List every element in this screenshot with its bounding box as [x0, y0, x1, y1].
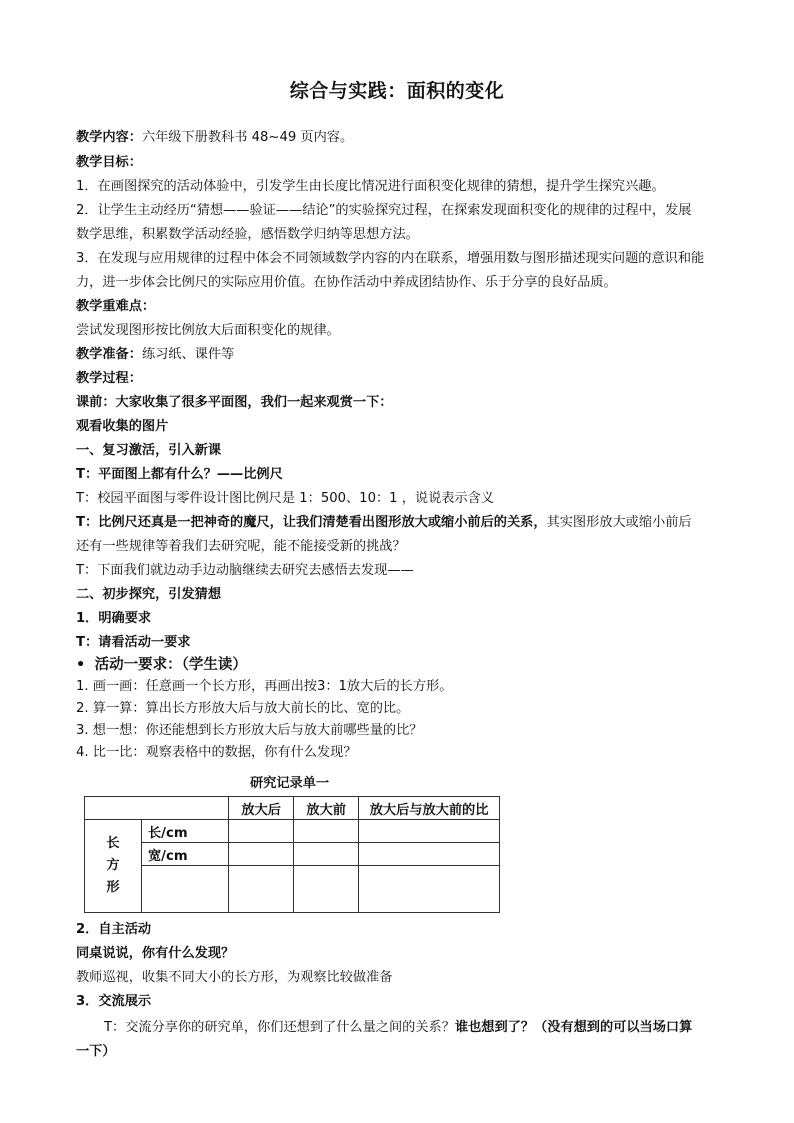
group-label-char: 长: [106, 836, 120, 851]
group-label-char: 方: [106, 858, 120, 873]
pre-class-line: 课前：大家收集了很多平面图，我们一起来观赏一下：: [76, 395, 393, 410]
goal-line: 1．在画图探究的活动体验中，引发学生由长度比情况进行面积变化规律的猜想，提升学生探究兴趣。: [76, 179, 665, 194]
activity-title-line: [76, 657, 736, 673]
goal-line: 2．让学生主动经历“猜想——验证——结论”的实验探究过程，在探索发现面积变化的规律的过程中，发展: [76, 203, 692, 218]
teacher-line-cont: 还有一些规律等着我们去研究呢，能不能接受新的挑战？: [76, 539, 406, 554]
table-group-cell: [85, 820, 142, 913]
teacher-line: T：平面图上都有什么？——比例尺: [76, 467, 283, 482]
activity-step: 4. 比一比：观察表格中的数据，你有什么发现？: [76, 745, 357, 760]
section-heading: 二、初步探究，引发猜想: [76, 587, 222, 602]
process-label: 教学过程：: [76, 371, 142, 386]
section-heading: 一、复习激活，引入新课: [76, 443, 222, 458]
teacher-line: T：请看活动一要求: [76, 635, 191, 650]
goals-label: 教学目标：: [76, 155, 142, 170]
row-label-width: 宽/cm: [142, 843, 229, 866]
table-row: [85, 843, 500, 866]
watch-line: 观看收集的图片: [76, 419, 169, 434]
sub-heading: 1．明确要求: [76, 611, 152, 626]
sub-heading: 3．交流展示: [76, 994, 152, 1009]
teacher-line: T：下面我们就边动手边动脑继续去研究去感悟去发现——: [76, 563, 414, 578]
teacher-line-normal: T：交流分享你的研究单，你们还想到了什么量之间的关系？: [104, 1020, 455, 1035]
table-cell: [359, 820, 500, 843]
activity-title: 活动一要求：（学生读）: [94, 657, 247, 673]
table-cell: [294, 866, 359, 913]
row-label-empty: [142, 866, 229, 913]
table-header-row: [85, 797, 500, 820]
goal-line: 力，进一步体会比例尺的实际应用价值。在协作活动中养成团结协作、乐于分享的良好品质。: [76, 275, 617, 290]
table-caption: 研究记录单一: [250, 776, 330, 791]
table-header-cell: 放大前: [294, 797, 359, 820]
bullet-icon: •: [76, 657, 86, 673]
table-cell: [229, 866, 294, 913]
goal-line: 3．在发现与应用规律的过程中体会不同领域数学内容的内在联系，增强用数与图形描述现实问题的意识和能: [76, 251, 705, 266]
goal-line: 数学思维，积累数学活动经验，感悟数学归纳等思想方法。: [76, 227, 419, 242]
table-cell: [229, 820, 294, 843]
table-cell: [359, 866, 500, 913]
activity-step: 1. 画一画：任意画一个长方形，再画出按3：1放大后的长方形。: [76, 679, 453, 694]
content-label: 教学内容：: [76, 130, 142, 145]
table-header-cell: 放大后与放大前的比: [359, 797, 500, 820]
prep-label: 教学准备：: [76, 347, 142, 362]
content-text: 六年级下册教科书 48~49 页内容。: [141, 130, 354, 145]
key-points-label: 教学重难点：: [76, 299, 156, 314]
table-cell: [229, 843, 294, 866]
prep-line: [76, 347, 736, 363]
activity-step: 3. 想一想：你还能想到长方形放大后与放大前哪些量的比？: [76, 723, 423, 738]
row-label-length: 长/cm: [142, 820, 229, 843]
table-corner-cell: [85, 797, 229, 820]
teacher-line: [104, 1020, 736, 1036]
teacher-note: 教师巡视，收集不同大小的长方形，为观察比较做准备: [76, 970, 393, 985]
prep-text: 练习纸、课件等: [141, 347, 235, 362]
table-header-cell: 放大后: [229, 797, 294, 820]
table-cell: [294, 843, 359, 866]
table-cell: [294, 820, 359, 843]
teacher-line: [76, 515, 736, 531]
record-table: [84, 796, 500, 913]
group-label-char: 形: [106, 880, 120, 895]
teacher-line-cont: 一下）: [76, 1044, 116, 1059]
page-title: 综合与实践：面积的变化: [289, 80, 505, 102]
teacher-line-bold: T：比例尺还真是一把神奇的魔尺，让我们清楚看出图形放大或缩小前后的关系，: [76, 515, 547, 530]
table-cell: [359, 843, 500, 866]
activity-step: 2. 算一算：算出长方形放大后与放大前长的比、宽的比。: [76, 701, 410, 716]
teacher-line-rest: 其实图形放大或缩小前后: [546, 515, 692, 530]
sub-heading: 2．自主活动: [76, 922, 152, 937]
table-row: [85, 866, 500, 913]
content-line: [76, 130, 736, 146]
teacher-line: T：校园平面图与零件设计图比例尺是 1：500、10：1 ，说说表示含义: [76, 491, 495, 506]
table-row: [85, 820, 500, 843]
key-points-text: 尝试发现图形按比例放大后面积变化的规律。: [76, 323, 340, 338]
desk-line: 同桌说说，你有什么发现？: [76, 946, 235, 961]
teacher-line-bold: 谁也想到了？（没有想到的可以当场口算: [454, 1020, 693, 1035]
